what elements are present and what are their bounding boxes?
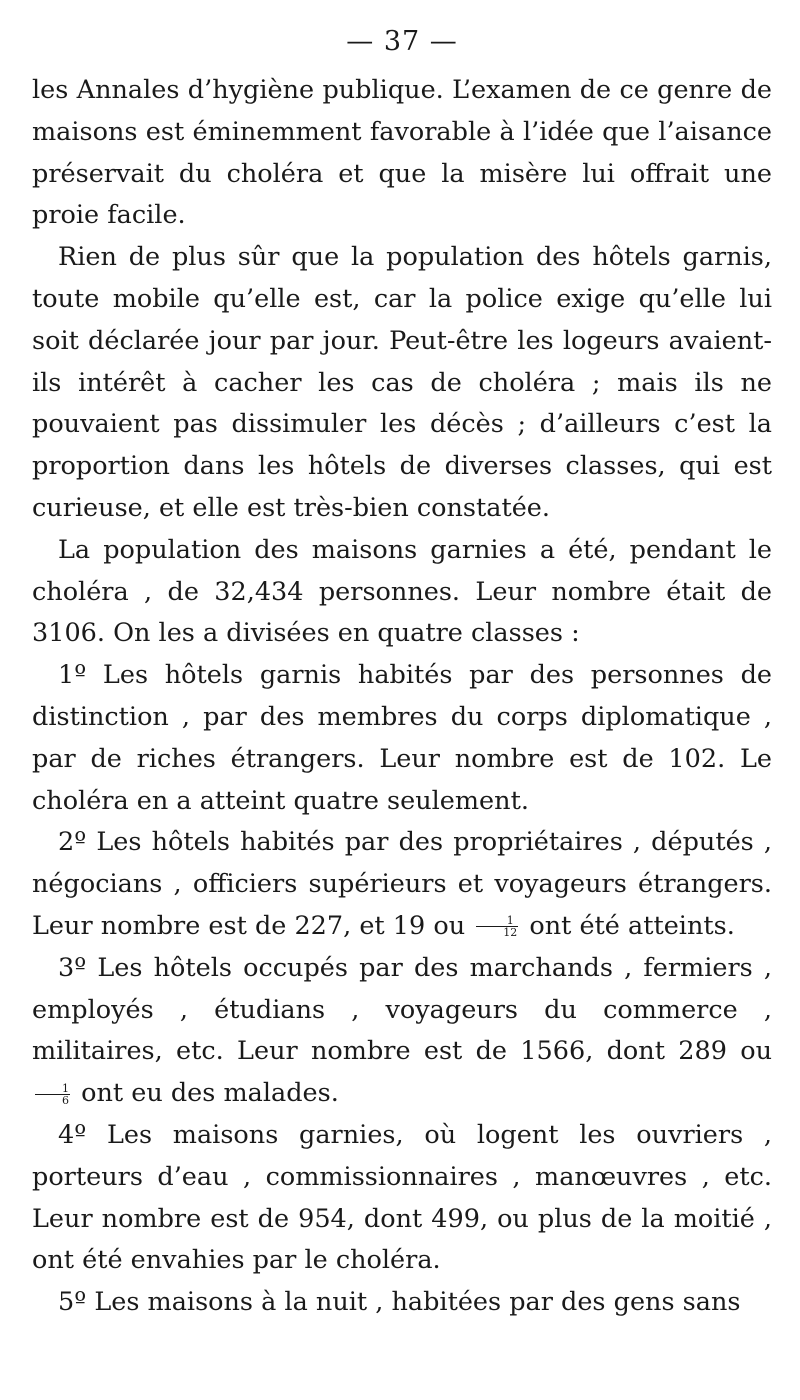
fraction-one-sixth	[35, 1083, 70, 1106]
page-number-header: — 37 —	[346, 26, 458, 57]
fraction-numerator: 1	[35, 1083, 70, 1095]
fraction-denominator: 12	[503, 926, 518, 940]
fraction-denominator: 6	[62, 1093, 69, 1107]
paragraph-4: 1º Les hôtels garnis habités par des personnes de distinction , par des membres du corps diplomatique , par de riches étrangers. Leur nombre est de 102. Le choléra en a atteint quatre seulement.	[32, 660, 772, 816]
paragraph-5-text-before: 2º Les hôtels habités par des propriétaires , députés , négocians , officiers supérieurs et voyageurs étrangers. Leur nombre est de 227, et 19 ou	[32, 827, 772, 941]
paragraph-5-text-after: ont été atteints.	[521, 910, 735, 941]
paragraph-3: La population des maisons garnies a été, pendant le choléra , de 32,434 personnes. Leur nombre était de 3106. On les a divisées en quatre classes :	[32, 534, 772, 649]
paragraph-6	[32, 948, 772, 1115]
paragraph-5	[32, 822, 772, 947]
fraction-one-twelfth	[476, 915, 518, 938]
paragraph-2: Rien de plus sûr que la population des hôtels garnis, toute mobile qu’elle est, car la police exige qu’elle lui soit déclarée jour par jour. Peut-être les logeurs avaient-ils intérêt à cacher les cas de choléra ; mais ils ne pouvaient pas dissimuler les décès ; d’ailleurs c’est la proportion dans les hôtels de diverses classes, qui est curieuse, et elle est très-bien constatée.	[32, 242, 772, 523]
paragraph-7: 4º Les maisons garnies, où logent les ouvriers , porteurs d’eau , commissionnaires , manœuvres , etc. Leur nombre est de 954, dont 499, ou plus de la moitié , ont été envahies par le choléra.	[32, 1119, 772, 1276]
paragraph-6-text-after: ont eu des malades.	[73, 1078, 339, 1109]
fraction-numerator: 1	[476, 915, 518, 927]
paragraph-1: les Annales d’hygiène publique. L’examen de ce genre de maisons est éminemment favorable à l’idée que l’aisance préservait du choléra et que la misère lui offrait une proie facile.	[32, 75, 772, 231]
body-text	[32, 70, 772, 1324]
document-page	[32, 22, 772, 1324]
paragraph-8: 5º Les maisons à la nuit , habitées par des gens sans	[58, 1287, 741, 1318]
paragraph-6-text-before: 3º Les hôtels occupés par des marchands , fermiers , employés , étudians , voyageurs du commerce , militaires, etc. Leur nombre est de 1566, dont 289 ou	[32, 952, 772, 1067]
